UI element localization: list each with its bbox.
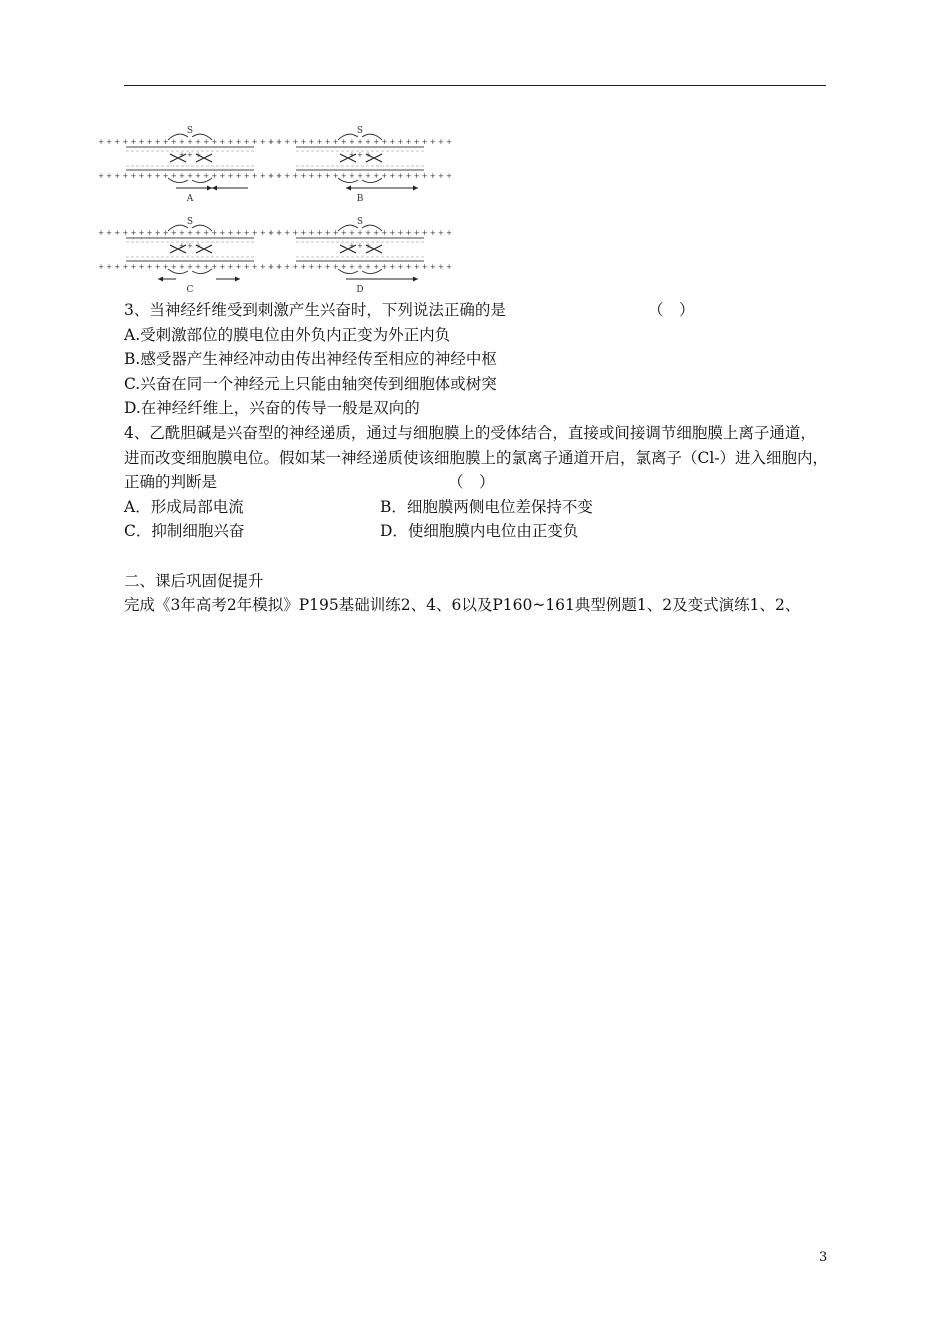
q3-option-b: B.感受器产生神经冲动由传出神经传至相应的神经中枢 [124, 350, 497, 369]
arrowhead [413, 186, 418, 191]
outer-charge-top: + + + + + + + + + + + + + + + + + + + + + + + [98, 138, 282, 146]
outer-charge-bottom: + + + + + + + + + + + + + + + + + + + + + + + [268, 172, 452, 180]
section2-heading: 二、课后巩固促提升 [124, 571, 264, 590]
panel-B [268, 126, 452, 204]
q4-stem: 4、乙酰胆碱是兴奋型的神经递质，通过与细胞膜上的受体结合，直接或间接调节细胞膜上离子通道，进而改变细胞膜电位。假如某一神经递质使该细胞膜上的氯离子通道开启，氯离子（Cl-）进入细胞内，正确的判断是 [124, 423, 829, 492]
panel-label: B [356, 194, 364, 204]
outer-charge-top: + + + + + + + + + + + + + + + + + + + + + + + [98, 229, 282, 237]
panel-A [98, 126, 282, 204]
section2-body: 完成《3年高考2年模拟》P195基础训练2、4、6以及P160~161典型例题1、2及变式演练1、2、 [124, 596, 801, 615]
arrowhead [235, 277, 240, 282]
q3-stem-line [124, 298, 830, 323]
arrowhead [413, 277, 418, 282]
excited-charge: + + + [178, 242, 202, 250]
q4-option-c: C．抑制细胞兴奋 [124, 522, 245, 541]
nerve-fiber-figure [98, 122, 452, 295]
q4-option-b: B．细胞膜两侧电位差保持不变 [380, 497, 593, 516]
outer-charge-top: + + + + + + + + + + + + + + + + + + + + + + + [268, 138, 452, 146]
q3-option-c: C.兴奋在同一个神经元上只能由轴突传到细胞体或树突 [124, 374, 497, 393]
q4-stem-block [124, 421, 830, 495]
outer-charge-top: + + + + + + + + + + + + + + + + + + + + + + + [268, 229, 452, 237]
page-number: 3 [819, 1250, 828, 1265]
stimulus-label: S [356, 217, 364, 227]
arrowhead [158, 277, 163, 282]
arrowhead [207, 186, 212, 191]
q3-stem: 3、当神经纤维受到刺激产生兴奋时，下列说法正确的是 [124, 301, 506, 319]
arrowhead [212, 186, 217, 191]
stimulus-label: S [186, 217, 194, 227]
stimulus-label: S [186, 126, 194, 136]
spacer [124, 544, 830, 569]
q4-options-row-1 [124, 495, 830, 520]
excited-charge: + + + [178, 151, 202, 159]
q4-option-a: A．形成局部电流 [124, 497, 244, 516]
panel-label: A [186, 194, 194, 204]
arrowhead [346, 186, 351, 191]
panel-D [268, 217, 452, 295]
q3-answer-paren: （ ） [648, 301, 695, 319]
header-rule [124, 85, 826, 86]
excited-charge: + + + [348, 151, 372, 159]
q4-answer-paren: （ ） [448, 473, 495, 492]
panel-C [98, 217, 282, 295]
excited-charge: + + + [348, 242, 372, 250]
question-text [124, 298, 830, 618]
q3-option-a: A.受刺激部位的膜电位由外负内正变为外正内负 [124, 325, 451, 344]
panel-label: D [356, 285, 364, 295]
panel-label: C [186, 285, 194, 295]
nerve-fiber-diagram [98, 122, 452, 295]
outer-charge-bottom: + + + + + + + + + + + + + + + + + + + + + + + [98, 263, 282, 271]
q4-option-d: D．使细胞膜内电位由正变负 [380, 522, 579, 541]
outer-charge-bottom: + + + + + + + + + + + + + + + + + + + + + + + [268, 263, 452, 271]
q4-options-row-2 [124, 519, 830, 544]
stimulus-label: S [356, 126, 364, 136]
q3-option-d: D.在神经纤维上，兴奋的传导一般是双向的 [124, 399, 420, 418]
outer-charge-bottom: + + + + + + + + + + + + + + + + + + + + + + + [98, 172, 282, 180]
